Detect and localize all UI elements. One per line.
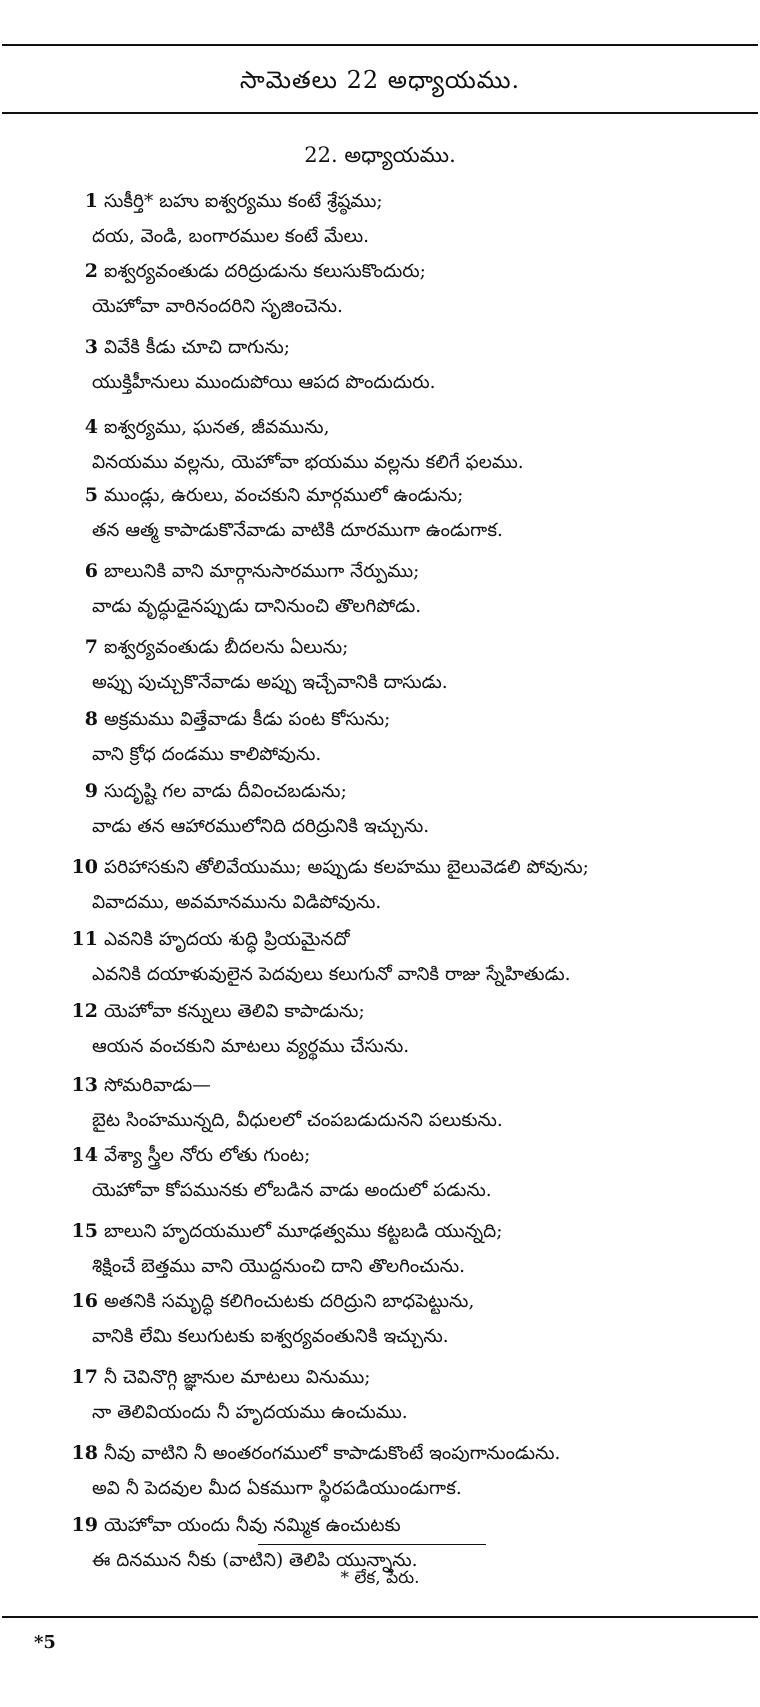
verse-text: ఎవనికి హృదయ శుద్ధి ప్రియమైనదో	[104, 929, 350, 950]
verse	[0, 1214, 760, 1284]
verse	[0, 330, 760, 400]
chapter-title: 22. అధ్యాయము.	[304, 143, 456, 167]
verse	[0, 922, 760, 992]
verse	[0, 478, 760, 548]
verse	[0, 184, 760, 254]
verse-continuation-line	[0, 1029, 760, 1064]
verse-text: వివేకి కీడు చూచి దాగును;	[104, 337, 290, 358]
verse-continuation-line	[0, 219, 760, 254]
verse-number: 9	[84, 780, 98, 802]
verse-text: యెహోవా కన్నులు తెలివి కాపాడును;	[104, 1001, 365, 1022]
verse-first-line	[0, 850, 760, 885]
verse-number: 6	[84, 560, 98, 582]
verse-text: ముండ్లు, ఉరులు, వంచకుని మార్గములో ఉండును;	[104, 485, 464, 506]
footnote-rule	[258, 1544, 486, 1545]
verse-first-line	[0, 1138, 760, 1173]
verse-first-line	[0, 478, 760, 513]
verse-number: 19	[71, 1514, 98, 1536]
verse-number: 1	[84, 190, 98, 212]
verse-first-line	[0, 702, 760, 737]
verse-text: నీ చెవినొగ్గి జ్ఞానుల మాటలు వినుము;	[104, 1367, 371, 1388]
verse	[0, 702, 760, 772]
verse-text: సోమరివాడు—	[104, 1075, 211, 1096]
verse-text: వేశ్యా స్త్రీల నోరు లోతు గుంట;	[104, 1145, 311, 1166]
header-top-rule	[2, 44, 758, 46]
verse-text: అవి నీ పెదవుల మీద ఏకముగా స్థిరపడియుండుగాక.	[92, 1478, 462, 1499]
verse-number: 15	[71, 1220, 98, 1242]
verse	[0, 554, 760, 624]
verse-first-line	[0, 1436, 760, 1471]
verse-text: వివాదము, అవమానమును విడిపోవును.	[92, 892, 382, 913]
verse	[0, 850, 760, 920]
verse-text: వాడు తన ఆహారములోనిది దరిద్రునికి ఇచ్చును.	[92, 816, 430, 837]
verse-continuation-line	[0, 1173, 760, 1208]
verse-first-line	[0, 410, 760, 445]
signature-mark: *5	[34, 1632, 56, 1653]
verse-continuation-line	[0, 1319, 760, 1354]
verse-text: పరిహాసకుని తోలివేయుము; అప్పుడు కలహము బైలువెడలి పోవును;	[104, 857, 589, 878]
verse-first-line	[0, 1284, 760, 1319]
verse-first-line	[0, 630, 760, 665]
verse-text: ఐశ్వర్యవంతుడు బీదలను ఏలును;	[104, 637, 349, 658]
verse-number: 16	[71, 1290, 98, 1312]
verse-continuation-line	[0, 513, 760, 548]
verse-text: వానికి లేమి కలుగుటకు ఐశ్వర్యవంతునికి ఇచ్చును.	[92, 1326, 449, 1347]
verse-text: వాడు వృద్ధుడైనప్పుడు దానినుంచి తొలగిపోడు.	[92, 596, 422, 617]
verse-first-line	[0, 774, 760, 809]
verse-text: వినయము వల్లను, యెహోవా భయము వల్లను కలిగే ఫలము.	[92, 452, 524, 473]
verse-first-line	[0, 184, 760, 219]
verse	[0, 410, 760, 480]
footnote: * లేక, పేరు.	[340, 1568, 420, 1588]
verse-number: 17	[71, 1366, 98, 1388]
verse-list	[0, 184, 760, 1578]
verse-text: తన ఆత్మ కాపాడుకొనేవాడు వాటికి దూరముగా ఉండుగాక.	[92, 520, 503, 541]
verse-text: అప్పు పుచ్చుకొనేవాడు అప్పు ఇచ్చేవానికి దాసుడు.	[92, 672, 448, 693]
verse-number: 7	[84, 636, 98, 658]
verse-text: బాలుని హృదయములో మూఢత్వము కట్టబడి యున్నది;	[104, 1221, 503, 1242]
verse-continuation-line	[0, 445, 760, 480]
verse-text: యుక్తిహీనులు ముందుపోయి ఆపద పొందుదురు.	[92, 372, 436, 393]
verse-continuation-line	[0, 737, 760, 772]
running-header: సామెతలు 22 అధ్యాయము.	[239, 66, 521, 94]
verse-continuation-line	[0, 1395, 760, 1430]
verse-first-line	[0, 1214, 760, 1249]
verse-first-line	[0, 1360, 760, 1395]
verse-continuation-line	[0, 589, 760, 624]
verse-number: 2	[84, 260, 98, 282]
verse-text: అక్రమము విత్తేవాడు కీడు పంట కోసును;	[104, 709, 391, 730]
verse	[0, 1138, 760, 1208]
verse-text: శిక్షించే బెత్తము వాని యొద్దనుంచి దాని తొలగించును.	[92, 1256, 465, 1277]
verse-first-line	[0, 254, 760, 289]
verse-text: అతనికి సమృద్ధి కలిగించుటకు దరిద్రుని బాధపెట్టును,	[104, 1291, 475, 1312]
verse-text: ఐశ్వర్యము, ఘనత, జీవమును,	[104, 417, 330, 438]
verse	[0, 1284, 760, 1354]
verse-number: 13	[71, 1074, 98, 1096]
verse-text: సుదృష్టి గల వాడు దీవించబడును;	[104, 781, 347, 802]
verse-continuation-line	[0, 809, 760, 844]
verse-continuation-line	[0, 1103, 760, 1138]
verse-text: యెహోవా వారినందరిని సృజించెను.	[92, 296, 343, 317]
verse	[0, 254, 760, 324]
verse-first-line	[0, 1508, 760, 1543]
header-bottom-rule	[2, 112, 758, 114]
verse	[0, 630, 760, 700]
verse-first-line	[0, 554, 760, 589]
verse-number: 5	[84, 484, 98, 506]
verse-continuation-line	[0, 885, 760, 920]
verse-first-line	[0, 1068, 760, 1103]
verse-text: దయ, వెండి, బంగారముల కంటే మేలు.	[92, 226, 370, 247]
verse-text: యెహోవా కోపమునకు లోబడిన వాడు అందులో పడును.	[92, 1180, 492, 1201]
verse-number: 11	[71, 928, 98, 950]
verse-text: వాని క్రోధ దండము కాలిపోవును.	[92, 744, 322, 765]
verse-number: 4	[84, 416, 98, 438]
verse-number: 12	[71, 1000, 98, 1022]
verse-text: బాలునికి వాని మార్గానుసారముగా నేర్పుము;	[104, 561, 420, 582]
verse-first-line	[0, 330, 760, 365]
verse-continuation-line	[0, 365, 760, 400]
verse-first-line	[0, 994, 760, 1029]
verse	[0, 1360, 760, 1430]
verse	[0, 1068, 760, 1138]
verse	[0, 1436, 760, 1506]
verse-first-line	[0, 922, 760, 957]
verse-number: 18	[71, 1442, 98, 1464]
verse-text: ఈ దినమున నీకు (వాటిని) తెలిపి యున్నాను.	[92, 1550, 418, 1571]
verse-number: 8	[84, 708, 98, 730]
verse-continuation-line	[0, 957, 760, 992]
verse-continuation-line	[0, 1249, 760, 1284]
verse-number: 14	[71, 1144, 98, 1166]
verse	[0, 994, 760, 1064]
verse-continuation-line	[0, 289, 760, 324]
footer-rule	[2, 1616, 758, 1618]
verse-text: ఆయన వంచకుని మాటలు వ్యర్థము చేసును.	[92, 1036, 410, 1057]
verse-text: నా తెలివియందు నీ హృదయము ఉంచుము.	[92, 1402, 408, 1423]
verse-number: 10	[71, 856, 98, 878]
verse-text: సుకీర్తి* బహు ఐశ్వర్యము కంటే శ్రేష్ఠము;	[104, 191, 383, 212]
verse	[0, 774, 760, 844]
verse-text: బైట సింహమున్నది, వీధులలో చంపబడుదునని పలుకును.	[92, 1110, 503, 1131]
verse-continuation-line	[0, 665, 760, 700]
verse-continuation-line	[0, 1471, 760, 1506]
verse-text: యెహోవా యందు నీవు నమ్మిక ఉంచుటకు	[104, 1515, 401, 1536]
verse-text: ఎవనికి దయాళువులైన పెదవులు కలుగునో వానికి రాజు స్నేహితుడు.	[92, 964, 571, 985]
verse-text: నీవు వాటిని నీ అంతరంగములో కాపాడుకొంటే ఇంపుగానుండును.	[104, 1443, 561, 1464]
verse-text: ఐశ్వర్యవంతుడు దరిద్రుడును కలుసుకొందురు;	[104, 261, 426, 282]
verse-number: 3	[84, 336, 98, 358]
